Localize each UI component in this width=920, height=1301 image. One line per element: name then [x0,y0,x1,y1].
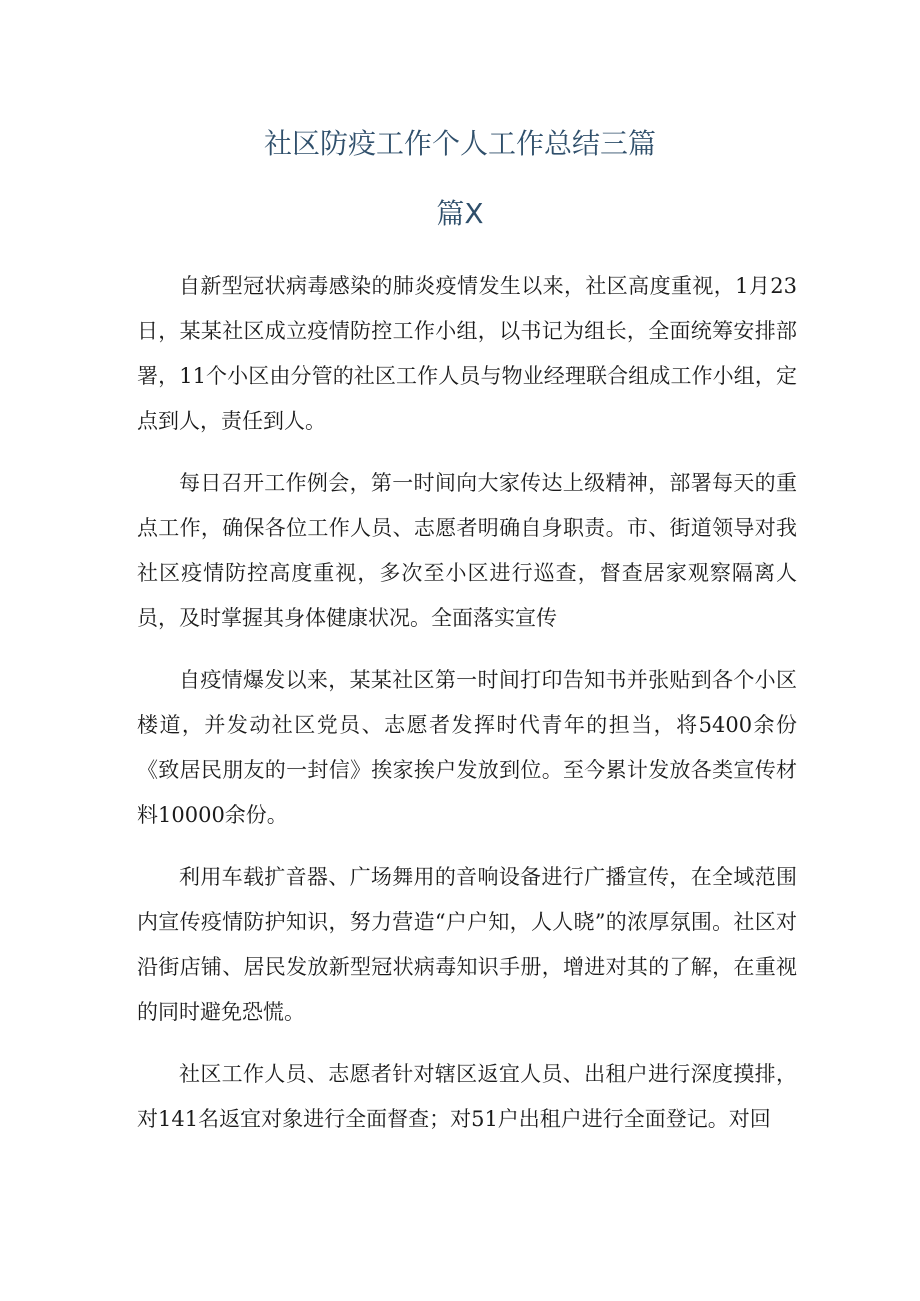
document-title: 社区防疫工作个人工作总结三篇 [263,127,656,160]
paragraph-2: 每日召开工作例会，第一时间向大家传达上级精神，部署每天的重点工作，确保各位工作人员、志愿者明确自身职责。市、街道领导对我社区疫情防控高度重视，多次至小区进行巡查，督查居家观察隔离人员，及时掌握其身体健康状况。全面落实宣传 [137,471,797,630]
document-body [137,264,797,1159]
document-subtitle: 篇X [436,197,484,230]
paragraph-3: 自疫情爆发以来，某某社区第一时间打印告知书并张贴到各个小区楼道，并发动社区党员、志愿者发挥时代青年的担当，将5400余份《致居民朋友的一封信》挨家挨户发放到位。至今累计发放各类宣传材料10000余份。 [137,668,797,827]
paragraph-1: 自新型冠状病毒感染的肺炎疫情发生以来，社区高度重视，1月23日，某某社区成立疫情防控工作小组，以书记为组长，全面统筹安排部署，11个小区由分管的社区工作人员与物业经理联合组成工作小组，定点到人，责任到人。 [137,274,797,433]
paragraph-5: 社区工作人员、志愿者针对辖区返宜人员、出租户进行深度摸排，对141名返宜对象进行全面督查；对51户出租户进行全面登记。对回 [137,1062,797,1131]
paragraph-4: 利用车载扩音器、广场舞用的音响设备进行广播宣传，在全域范围内宣传疫情防护知识，努力营造“户户知，人人晓”的浓厚氛围。社区对沿街店铺、居民发放新型冠状病毒知识手册，增进对其的了解，在重视的同时避免恐慌。 [137,865,797,1024]
